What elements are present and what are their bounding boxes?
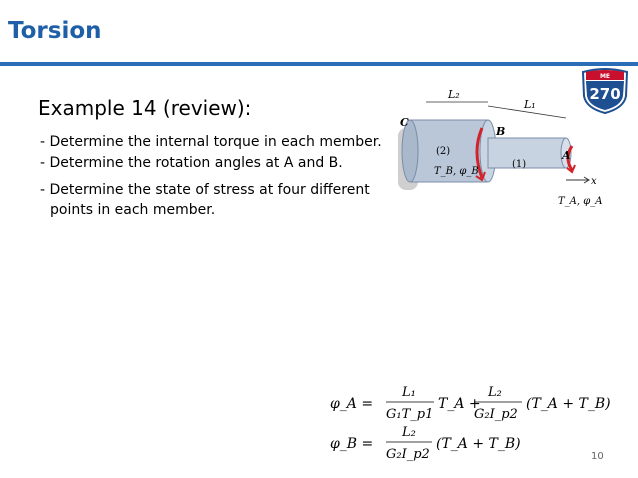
phi-a-term2-tail: (T_A + T_B): [526, 396, 611, 412]
title-underline: [0, 62, 638, 66]
member-1-shaft: [488, 138, 566, 168]
label-tb-phib: T_B, φ_B: [434, 166, 479, 177]
page-number: 10: [591, 451, 604, 462]
phi-a-term1-tail: T_A +: [438, 396, 481, 412]
label-b: B: [496, 125, 506, 138]
phi-b-denominator: G₂I_p2: [386, 447, 430, 462]
badge-number: 270: [589, 85, 621, 103]
label-c: C: [400, 116, 409, 129]
phi-a-term1-denominator: G₁T_p1: [386, 407, 434, 422]
bullet-3: - Determine the state of stress at four different: [40, 182, 370, 198]
bullet-3-continuation: points in each member.: [50, 202, 216, 218]
label-member-2: (2): [436, 146, 451, 157]
phi-b-tail: (T_A + T_B): [436, 436, 521, 452]
equation-phi-b: [330, 424, 530, 470]
label-a: A: [562, 149, 571, 162]
label-l2: L₂: [448, 88, 460, 101]
example-heading: Example 14 (review):: [38, 96, 252, 120]
label-member-1: (1): [512, 159, 527, 170]
shaft-diagram: [396, 88, 606, 218]
equation-phi-a: [330, 382, 611, 428]
phi-a-term1-numerator: L₁: [402, 385, 416, 400]
bullet-2: - Determine the rotation angles at A and B.: [40, 155, 343, 171]
label-x-axis: x: [591, 176, 597, 187]
label-l1: L₁: [524, 98, 536, 111]
phi-a-term2-numerator: L₂: [488, 385, 502, 400]
phi-a-lhs: φ_A =: [330, 396, 374, 412]
phi-a-term2-denominator: G₂I_p2: [474, 407, 518, 422]
badge-top-text: ME: [599, 73, 611, 80]
phi-b-numerator: L₂: [402, 425, 416, 440]
bullet-1: - Determine the internal torque in each member.: [40, 134, 382, 150]
label-ta-phia: T_A, φ_A: [558, 196, 603, 207]
member-2-end-c: [402, 120, 418, 182]
slide-title: Torsion: [8, 18, 102, 44]
phi-b-lhs: φ_B =: [330, 436, 374, 452]
